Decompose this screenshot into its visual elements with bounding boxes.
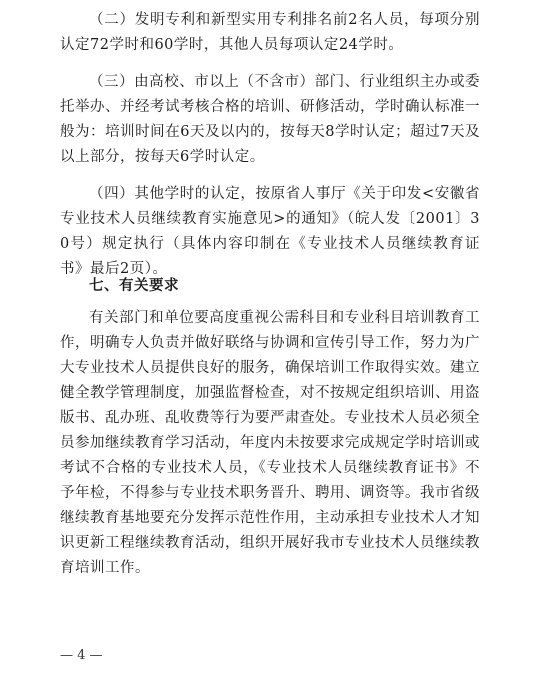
section-heading: 七、有关要求 bbox=[89, 278, 179, 294]
paragraph-training-hours: （三）由高校、市以上（不含市）部门、行业组织主办或委托举办、并经考试考核合格的培训、研修活动，学时确认标准一般为：培训时间在6天及以内的，按每天8学时认定；超过7天及以上部分，按每天6学时认定。 bbox=[60, 74, 480, 165]
paragraph-requirements: 有关部门和单位要高度重视公需科目和专业科目培训教育工作，明确专人负责并做好联络与协调和宣传引导工作，努力为广大专业技术人员提供良好的服务，确保培训工作取得实效。建立健全教学管理制度，加强监督检查，对不按规定组织培训、用盗版书、乱办班、乱收费等行为要严肃查处。专业技术人员必须全员参加继续教育学习活动，年度内未按要求完成规定学时培训或考试不合格的专业技术人员，《专业技术人员继续教育证书》不予年检，不得参与专业技术职务晋升、聘用、调资等。我市省级继续教育基地要充分发挥示范性作用，主动承担专业技术人才知识更新工程继续教育活动，组织开展好我市专业技术人员继续教育培训工作。 bbox=[60, 310, 480, 576]
paragraph-other-hours: （四）其他学时的认定，按原省人事厅《关于印发<安徽省专业技术人员继续教育实施意见>的通知》（皖人发〔2001〕30号）规定执行（具体内容印制在《专业技术人员继续教育证书》最后2页）。 bbox=[60, 186, 480, 277]
page-number: — 4 — bbox=[60, 648, 103, 663]
paragraph-patent-hours: （二）发明专利和新型实用专利排名前2名人员，每项分别认定72学时和60学时，其他人员每项认定24学时。 bbox=[60, 12, 480, 53]
